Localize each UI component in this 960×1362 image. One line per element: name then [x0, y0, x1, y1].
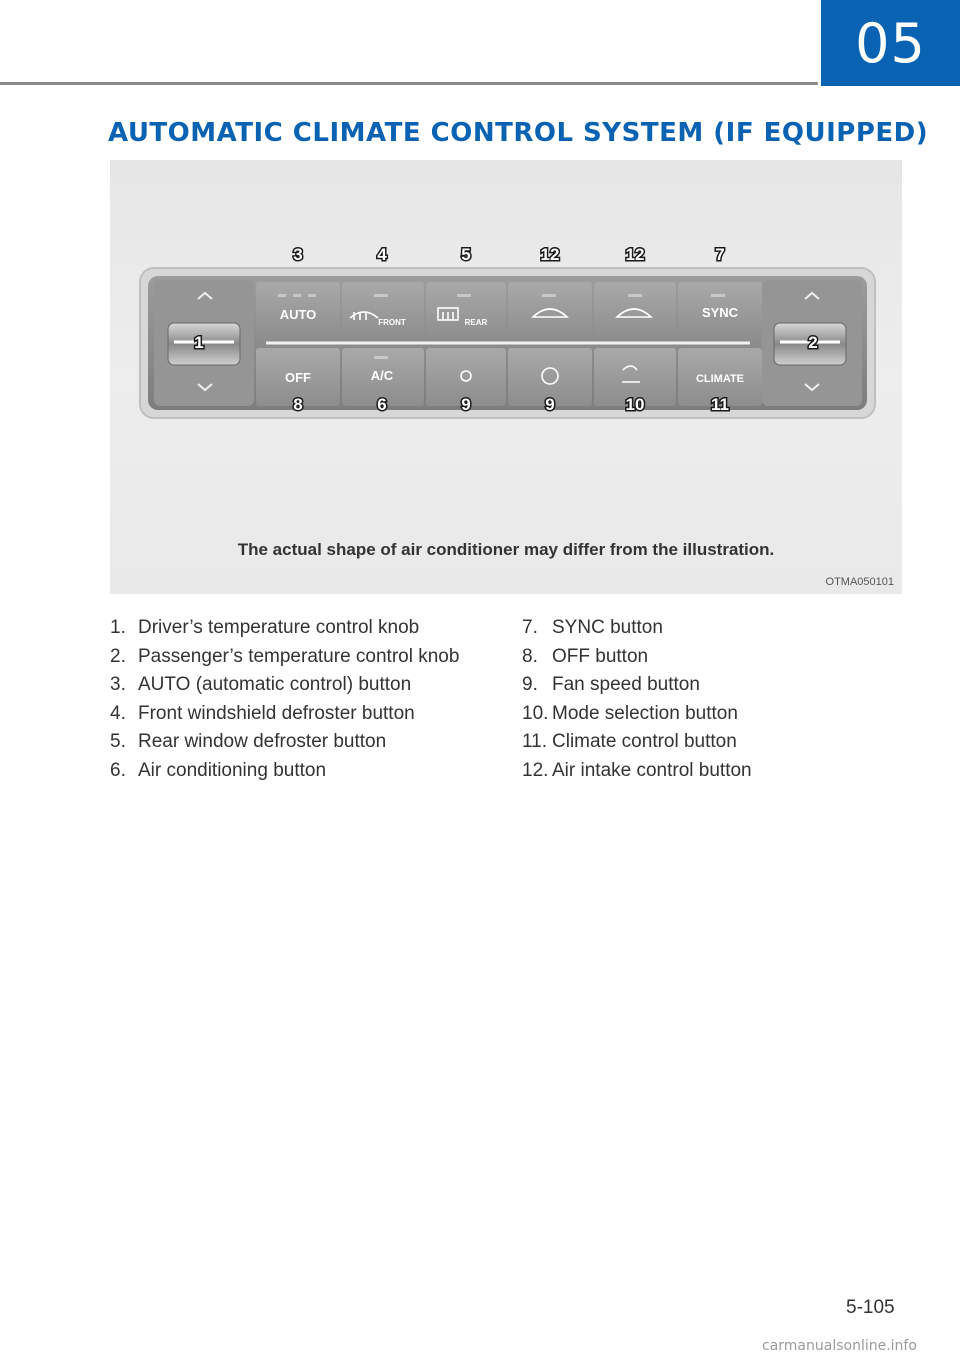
list-item: 10. Mode selection button — [522, 702, 738, 724]
callout-2: 2 — [808, 333, 818, 352]
list-item: 2. Passenger’s temperature control knob — [110, 645, 460, 667]
list-item: 7. SYNC button — [522, 617, 663, 638]
sync-label: SYNC — [701, 305, 739, 320]
callout-12b: 12 — [625, 245, 645, 264]
list-item: 1. Driver’s temperature control knob — [110, 617, 420, 638]
callout-1: 1 — [194, 333, 204, 352]
header-rule — [0, 82, 818, 85]
callout-3: 3 — [293, 245, 303, 264]
callout-11: 11 — [711, 395, 729, 414]
ac-label: A/C — [370, 368, 394, 383]
climate-label: CLIMATE — [695, 373, 745, 385]
callout-7: 7 — [715, 245, 725, 264]
rear-label: REAR — [464, 318, 488, 327]
callout-12a: 12 — [540, 245, 560, 264]
legend-list-left — [110, 614, 459, 785]
list-item: 4. Front windshield defroster button — [110, 702, 415, 724]
callout-8: 8 — [293, 395, 303, 414]
air-intake-recirc-button — [508, 282, 592, 340]
front-defroster-button — [342, 282, 424, 340]
climate-panel-illustration — [110, 160, 902, 594]
figure-code: OTMA050101 — [825, 576, 894, 588]
callout-10: 10 — [625, 395, 645, 414]
driver-temperature-knob — [168, 323, 240, 365]
list-item: 3. AUTO (automatic control) button — [110, 674, 412, 695]
callout-5: 5 — [461, 245, 471, 264]
callout-9a: 9 — [461, 395, 471, 414]
callout-4: 4 — [377, 245, 387, 264]
chapter-number: 05 — [821, 0, 960, 86]
climate-control-figure — [110, 160, 902, 594]
off-label: OFF — [285, 370, 311, 385]
list-item: 11. Climate control button — [522, 731, 737, 752]
watermark-text: carmanualsonline.info — [762, 1338, 917, 1354]
section-title: AUTOMATIC CLIMATE CONTROL SYSTEM (IF EQUIPPED) — [108, 118, 929, 148]
page-number: 5-105 — [846, 1297, 895, 1318]
figure-caption: The actual shape of air conditioner may differ from the illustration. — [237, 540, 775, 559]
legend-list-right — [522, 614, 752, 785]
callout-9b: 9 — [545, 395, 555, 414]
front-label: FRONT — [378, 318, 406, 327]
list-item: 9. Fan speed button — [522, 674, 700, 695]
air-intake-fresh-button — [594, 282, 676, 340]
auto-label: AUTO — [279, 307, 317, 322]
list-item: 6. Air conditioning button — [110, 759, 327, 781]
list-item: 12. Air intake control button — [522, 759, 752, 781]
list-item: 8. OFF button — [522, 645, 649, 667]
list-item: 5. Rear window defroster button — [110, 731, 387, 752]
callout-6: 6 — [377, 395, 387, 414]
